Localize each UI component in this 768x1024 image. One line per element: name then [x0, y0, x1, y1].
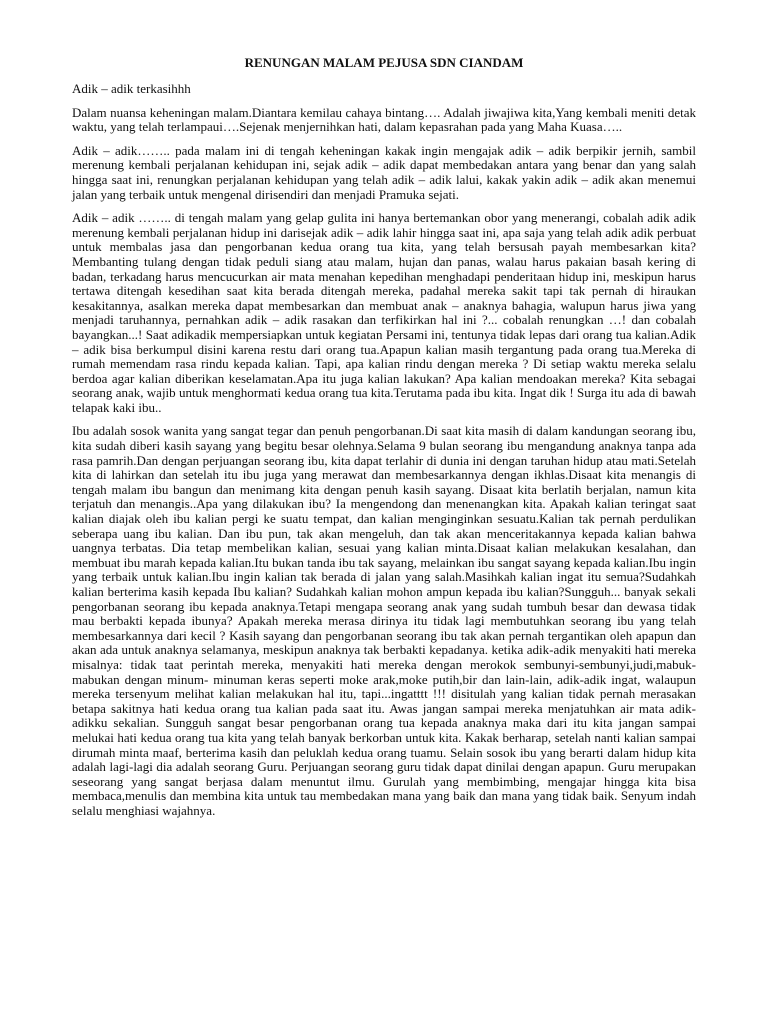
paragraph-parents: Adik – adik …….. di tengah malam yang gelap gulita ini hanya bertemankan obor yang menerangi, cobalah adik adik merenung kembali perjalanan hidup ini darisejak adik – adik lahir hingga saat ini, apa saja yang telah adik adik perbuat untuk membalas jasa dan pengorbanan kedua orang tua kita, yang telah bersusah payah membesarkan kita? Membanting tulang dengan tidak peduli siang atau malam, hujan dan panas, walau harus pakaian basah kering di badan, terkadang harus mencucurkan air mata menahan kepedihan menghadapi penderitaan hidup ini, meskipun harus tertawa ditengah kesedihan saat kita berada ditengah mereka, padahal mereka sakit tapi tak pernah di hiraukan kesakitannya, asalkan mereka dapat membesarkan dan membuat anak – anaknya bahagia, walupun harus jiwa yang menjadi taruhannya, pernahkan adik – adik rasakan dan terfikirkan hal ini ?... cobalah renungkan …! dan cobalah bayangkan...! Saat adikadik mempersiapkan untuk kegiatan Persami ini, tentunya tidak lepas dari orang tua kalian.Adik – adik bisa berkumpul disini karena restu dari orang tua.Apapun kalian masih tergantung pada orang tua.Mereka di rumah memendam rasa rindu kepada kalian. Tapi, apa kalian rindu dengan mereka ? Di setiap waktu mereka selalu berdoa agar kalian diberikan keselamatan.Apa itu juga kalian lakukan? Apa kalian mendoakan mereka? Kita sebagai seorang anak, wajib untuk menghormati kedua orang tua kita.Terutama pada ibu kita. Ingat dik ! Surga itu ada di bawah telapak kaki ibu.. — [72, 210, 696, 415]
paragraph-mother: Ibu adalah sosok wanita yang sangat tegar dan penuh pengorbanan.Di saat kita masih di dalam kandungan seorang ibu, kita sudah diberi kasih sayang yang begitu besar olehnya.Selama 9 bulan seorang ibu mengandung anaknya tanpa ada rasa pamrih.Dan dengan perjuangan seorang ibu, kita dapat terlahir di dunia ini dengan taruhan hidup atau mati.Setelah kita di lahirkan dan setelah itu ibu juga yang merawat dan membesarkannya dengan ikhlas.Disaat kita menangis di tengah malam ibu bangun dan menimang kita dengan penuh kasih sayang. Disaat kita berlatih berjalan, namun kita terjatuh dan menangis..Apa yang dilakukan ibu? Ia mengendong dan menenangkan kita. Apakah kalian teringat saat kalian diajak oleh ibu kalian pergi ke suatu tempat, dan kalian menginginkan sesuatu.Kalian tak pernah perdulikan seberapa uang ibu kalian. Dan ibu pun, tak akan mengeluh, dan tak akan menceritakannya kepada kalian bahwa uangnya terbatas. Dia tetap membelikan kalian, sesuai yang kalian minta.Disaat kalian melakukan kesalahan, dan membuat ibu marah kepada kalian.Itu bukan tanda ibu tak sayang, melainkan ibu sangat sayang kepada kalian.Ibu ingin yang terbaik untuk kalian.Ibu ingin kalian tak berada di jalan yang salah.Masihkah kalian ingat itu semua?Sudahkah kalian berterima kasih kepada Ibu kalian? Sudahkah kalian mohon ampun kepada ibu kalian?Sungguh... banyak sekali pengorbanan seorang ibu kepada anaknya.Tetapi mengapa seorang anak yang sudah tumbuh besar dan dewasa tidak mau berbakti kepada ibunya? Apakah mereka merasa dirinya itu tidak lagi membutuhkan seorang ibu yang telah membesarkannya dari kecil ? Kasih sayang dan pengorbanan seorang ibu tak akan pernah tergantikan oleh apapun dan akan ada untuk anaknya selamanya, meskipun anaknya tak berbakti kepadanya. ketika adik-adik menyakiti hati mereka misalnya: tidak taat perintah mereka, menyakiti hati mereka dengan merokok sembunyi-sembunyi,judi,mabuk-mabukan dengan minum- minuman keras seperti moke arak,moke putih,bir dan lain-lain, adik-adik ingat, walaupun mereka tersenyum melihat kalian melakukan hal itu, tapi...ingatttt !!! disitulah yang kalian tidak pernah merasakan betapa sakitnya hati kedua orang tua kalian pada saat itu. Awas jangan sampai mereka menjatuhkan air mata adik-adikku sekalian. Sungguh sangat besar pengorbanan orang tua kepada anaknya maka dari itu kita jangan sampai melukai hati kedua orang tua kita yang telah banyak berkorban untuk kita. Kakak berharap, setelah nanti kalian sampai dirumah minta maaf, berterima kasih dan peluklah kedua orang tuamu. Selain sosok ibu yang berarti dalam hidup kita adalah lagi-lagi dia adalah seorang Guru. Perjuangan seorang guru tidak dapat dinilai dengan apapun. Guru merupakan seseorang yang sangat berjasa dalam menuntut ilmu. Gurulah yang membimbing, mengajar hingga kita bisa membaca,menulis dan membina kita untuk tau membedakan mana yang baik dan mana yang tidak baik. Senyum indah selalu menghiasi wajahnya. — [72, 423, 696, 818]
document-greeting: Adik – adik terkasihhh — [72, 81, 191, 96]
paragraph-reflection: Adik – adik…….. pada malam ini di tengah keheningan kakak ingin mengajak adik – adik berpikir jernih, sambil merenung kembali perjalanan kehidupan ini, sejak adik – adik dapat membedakan antara yang benar dan yang salah hingga saat ini, renungkan perjalanan kehidupan yang telah adik – adik lalui, kakak yakin adik – adik akan menemui jalan yang terbaik untuk mengenal dirisendiri dan menjadi Pramuka sejati. — [72, 142, 696, 202]
paragraph-intro: Dalam nuansa keheningan malam.Diantara kemilau cahaya bintang…. Adalah jiwajiwa kita,Yang kembali meniti detak waktu, yang telah terlampaui….Sejenak menjernihkan hati, dalam kepasrahan pada yang Maha Kuasa….. — [72, 104, 696, 135]
document-title: RENUNGAN MALAM PEJUSA SDN CIANDAM — [244, 55, 524, 70]
